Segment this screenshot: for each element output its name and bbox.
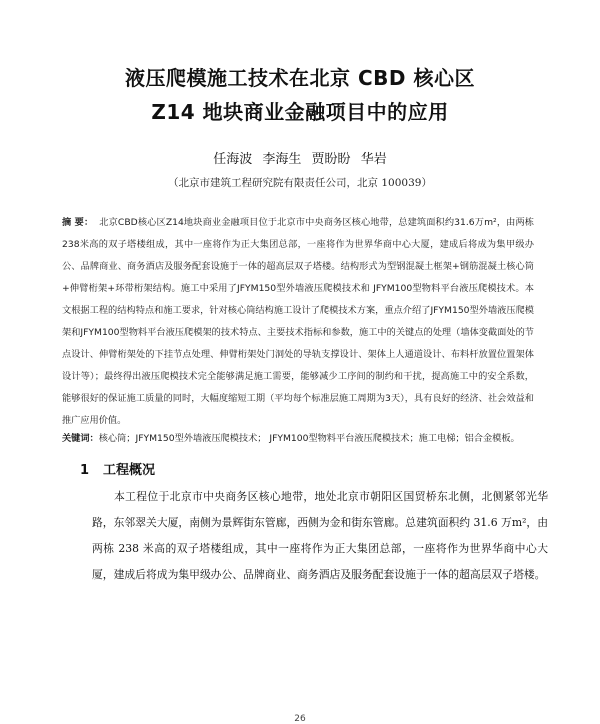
section-number: 1	[80, 463, 90, 478]
paper-title-line-2: Z14 地块商业金融项目中的应用	[151, 100, 449, 124]
page-number: 26	[294, 714, 306, 724]
section-title: 工程概况	[103, 463, 156, 478]
abstract-label: 摘 要：	[62, 217, 94, 228]
keywords-label: 关键词：	[62, 433, 99, 444]
abstract-text: 北京CBD核心区Z14地块商业金融项目位于北京市中央商务区核心地带，总建筑面积约31.6万m²，由两栋238米高的双子塔楼组成，其中一座将作为正大集团总部，一座将作为世界华商中心大厦，建成后将成为集甲级办公、品牌商业、商务酒店及服务配套设施于一体的超高层双子塔楼。结构形式为型钢混凝土框架+钢筋混凝土核心筒+伸臂桁架+环带桁架结构。施工中采用了JFYM150型外墙液压爬模技术和 JFYM100型物料平台液压爬模技术。本文根据工程的结构特点和施工要求，针对核心筒结构施工设计了爬模技术方案，重点介绍了JFYM150型外墙液压爬模架和JFYM100型物料平台液压爬模架的技术特点、主要技术指标和参数，施工中的关键点的处理（墙体变截面处的节点设计、伸臂桁架处的下挂节点处理、伸臂桁架处门洞处的导轨支撑设计、架体上人通道设计、布料杆放置位置架体设计等）；最终得出液压爬模技术完全能够满足施工需要，能够减少工序间的制约和干扰，提高施工中的安全系数，能够很好的保证施工质量的同时，大幅度缩短工期（平均每个标准层施工周期为3天），具有良好的经济、社会效益和推广应用价值。	[62, 217, 534, 426]
author-affiliation: （北京市建筑工程研究院有限责任公司，北京 100039）	[168, 177, 432, 189]
section-paragraph: 本工程位于北京市中央商务区核心地带，地处北京市朝阳区国贸桥东北侧，北侧紧邻光华路，东邻翠关大厦，南侧为景辉街东管廊，西侧为金和街东管廊。总建筑面积约 31.6 万m²，由两栋 238 米高的双子塔楼组成，其中一座将作为正大集团总部，一座将作为世界华商中心大厦，建成后将成为集甲级办公、品牌商业、商务酒店及服务配套设施于一体的超高层双子塔楼。	[92, 490, 548, 581]
keywords-block	[62, 430, 562, 448]
section-heading	[80, 459, 155, 478]
keywords-text: 核心筒；JFYM150型外墙液压爬模技术； JFYM100型物料平台液压爬模技术；施工电梯；铝合金模板。	[98, 433, 520, 444]
paper-title-line-1: 液压爬模施工技术在北京 CBD 核心区	[125, 66, 475, 90]
author-list: 任海波 李海生 贾盼盼 华岩	[213, 152, 387, 167]
abstract-block	[62, 212, 534, 432]
